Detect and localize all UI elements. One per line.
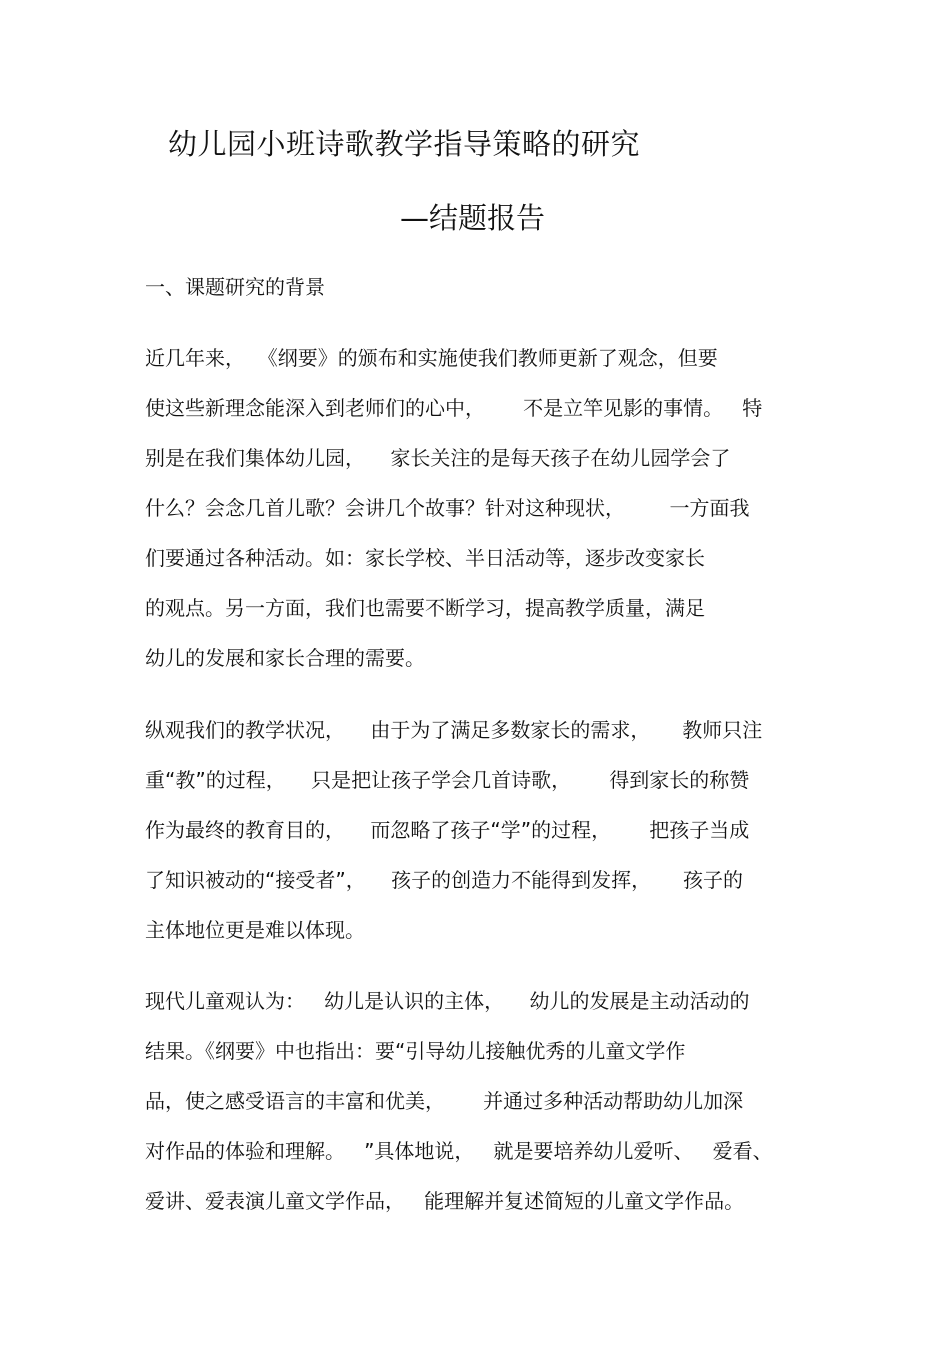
paragraph-line: 现代儿童观认为： 幼儿是认识的主体， 幼儿的发展是主动活动的: [145, 989, 750, 1013]
section-heading: 一、课题研究的背景: [145, 275, 325, 299]
paragraph-line: 对作品的体验和理解。 ”具体地说， 就是要培养幼儿爱听、 爱看、: [145, 1139, 773, 1163]
paragraph-line: 作为最终的教育目的， 而忽略了孩子“学”的过程， 把孩子当成: [145, 818, 750, 842]
paragraph-line: 别是在我们集体幼儿园， 家长关注的是每天孩子在幼儿园学会了: [145, 446, 731, 470]
paragraph-background-1: [145, 343, 810, 693]
paragraph-line: 重“教”的过程， 只是把让孩子学会几首诗歌， 得到家长的称赞: [145, 768, 750, 792]
paragraph-line: 幼儿的发展和家长合理的需要。: [145, 646, 425, 670]
paragraph-line: 爱讲、爱表演儿童文学作品， 能理解并复述简短的儿童文学作品。: [145, 1189, 745, 1213]
paragraph-line: 纵观我们的教学状况， 由于为了满足多数家长的需求， 教师只注: [145, 718, 763, 742]
paragraph-line: 使这些新理念能深入到老师们的心中， 不是立竿见影的事情。 特: [145, 396, 763, 420]
document-title: 幼儿园小班诗歌教学指导策略的研究: [168, 127, 641, 161]
paragraph-background-2: [145, 715, 810, 965]
paragraph-line: 什么？会念几首儿歌？会讲几个故事？针对这种现状， 一方面我: [145, 496, 750, 520]
paragraph-line: 的观点。另一方面，我们也需要不断学习，提高教学质量，满足: [145, 596, 705, 620]
paragraph-line: 品，使之感受语言的丰富和优美， 并通过多种活动帮助幼儿加深: [145, 1089, 744, 1113]
paragraph-line: 结果。《纲要》中也指出：要“引导幼儿接触优秀的儿童文学作: [145, 1039, 686, 1063]
document-subtitle: —结题报告: [400, 201, 546, 235]
paragraph-line: 们要通过各种活动。如：家长学校、半日活动等，逐步改变家长: [145, 546, 705, 570]
paragraph-background-3: [145, 986, 810, 1236]
paragraph-line: 了知识被动的“接受者”， 孩子的创造力不能得到发挥， 孩子的: [145, 868, 743, 892]
paragraph-line: 近几年来， 《纲要》的颁布和实施使我们教师更新了观念，但要: [145, 346, 718, 370]
paragraph-line: 主体地位更是难以体现。: [145, 918, 365, 942]
